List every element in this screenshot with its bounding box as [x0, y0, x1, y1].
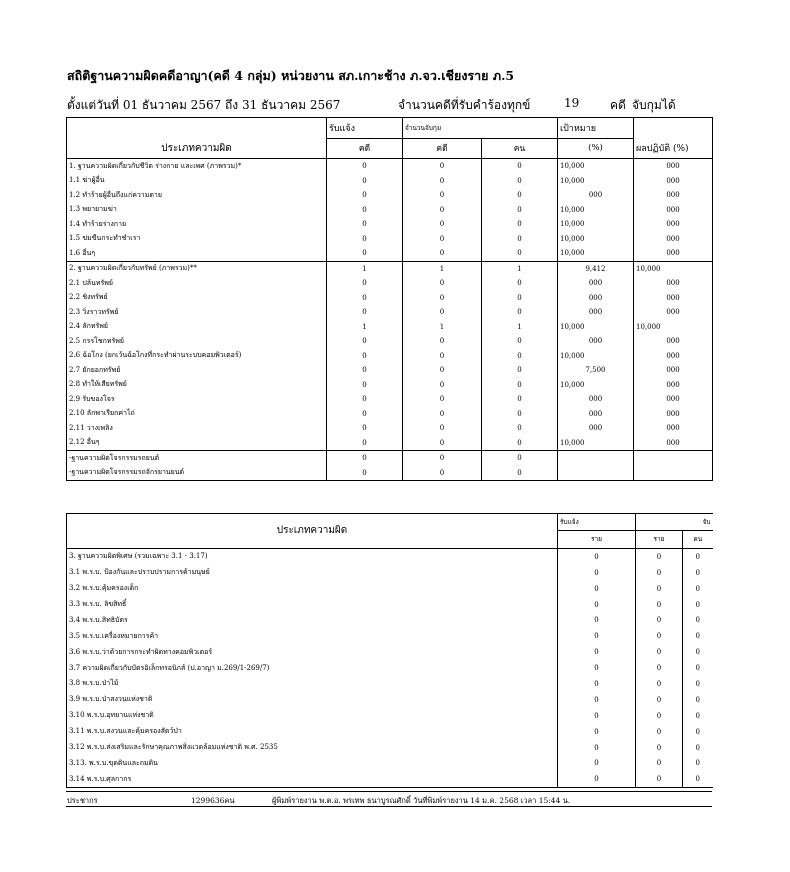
arrest-persons-count: 0: [482, 334, 558, 349]
received-count: 0: [327, 451, 403, 466]
received-count: 0: [327, 203, 403, 218]
offense-name: 1.5 ข่มขืนกระทำชำเรา: [67, 232, 327, 247]
special-received-count: 0: [558, 628, 636, 644]
arrest-cases-count: 0: [403, 421, 482, 436]
performance-percent: 000: [634, 246, 713, 261]
performance-percent: 000: [634, 334, 713, 349]
special-offense-name: 3.3 พ.ร.บ. ลิขสิทธิ์: [67, 597, 558, 613]
arrest-cases-count: 0: [403, 217, 482, 232]
offense-name: 2.6 ฉ้อโกง (ยกเว้นฉ้อโกงที่กระทำผ่านระบบคอมพิวเตอร์): [67, 349, 327, 364]
special-received-count: 0: [558, 740, 636, 756]
arrest-cases-count: 0: [403, 466, 482, 481]
performance-percent: 000: [634, 232, 713, 247]
arrest-persons-count: 0: [482, 436, 558, 451]
offense-name: 1.2 ทำร้ายผู้อื่นถึงแก่ความตาย: [67, 188, 327, 203]
received-count: 0: [327, 421, 403, 436]
table-row: [67, 349, 713, 364]
table-row: [67, 407, 713, 422]
special-arrest-persons-count: 0: [695, 584, 700, 593]
special-arrest-persons-count: 0: [683, 771, 713, 787]
offense-name: -ฐานความผิดโจรกรรมรถจักรยานยนต์: [67, 466, 327, 481]
arrest-cases-count: 0: [403, 392, 482, 407]
special-arrest-cases-count: 0: [636, 628, 683, 644]
performance-percent: [634, 466, 713, 481]
target-percent: 10,000: [558, 232, 634, 247]
special-arrest-cases-count: 0: [636, 740, 683, 756]
arrest-persons-count: 0: [482, 466, 558, 481]
arrest-persons-count: 1: [482, 320, 558, 335]
special-arrest-cases-count: 0: [636, 724, 683, 740]
special-offense-name: 3. ฐานความผิดพิเศษ (รวมเฉพาะ 3.1 - 3.17): [67, 548, 558, 564]
special-header-offense-type: ประเภทความผิด: [67, 514, 558, 549]
arrest-persons-count: 0: [482, 349, 558, 364]
report-period: ตั้งแต่วันที่ 01 ธันวาคม 2567 ถึง 31 ธันวาคม 2567: [67, 98, 341, 112]
table-row: [67, 565, 713, 581]
table-row: [67, 612, 713, 628]
target-percent: 000: [558, 334, 634, 349]
special-offense-name: 3.6 พ.ร.บ.ว่าด้วยการกระทำผิดทางคอมพิวเตอร์: [67, 644, 558, 660]
offense-name: -ฐานความผิดโจรกรรมรถยนต์: [67, 451, 327, 466]
received-count: 0: [327, 363, 403, 378]
arrest-cases-count: 0: [403, 334, 482, 349]
offense-name: 2.2 ชิงทรัพย์: [67, 291, 327, 306]
target-percent: 10,000: [558, 203, 634, 218]
table-row: [67, 203, 713, 218]
arrest-cases-count: 0: [403, 305, 482, 320]
performance-percent: 000: [634, 188, 713, 203]
special-received-count: 0: [558, 708, 636, 724]
received-count: 0: [327, 276, 403, 291]
special-received-count: 0: [558, 548, 636, 564]
table-row: [67, 660, 713, 676]
target-percent: 10,000: [558, 159, 634, 174]
target-percent: 000: [558, 276, 634, 291]
cases-received-count: 19: [564, 96, 580, 110]
performance-percent: 000: [634, 407, 713, 422]
special-offense-name: 3.13. พ.ร.บ.ขุดดินและถมดิน: [67, 755, 558, 771]
arrest-cases-count: 0: [403, 436, 482, 451]
arrest-persons-count: 0: [482, 305, 558, 320]
special-offense-name: 3.8 พ.ร.บ.ป่าไม้: [67, 676, 558, 692]
received-count: 0: [327, 392, 403, 407]
performance-percent: 000: [634, 436, 713, 451]
special-offense-name: 3.5 พ.ร.บ.เครื่องหมายการค้า: [67, 628, 558, 644]
table-row: [67, 740, 713, 756]
special-arrest-persons-count: 0: [695, 568, 700, 577]
table-row: [67, 159, 713, 174]
table-row: [67, 261, 713, 276]
arrest-cases-count: 0: [403, 363, 482, 378]
header-offense-type: ประเภทความผิด: [67, 118, 327, 159]
arrest-persons-count: 0: [482, 392, 558, 407]
received-count: 0: [327, 305, 403, 320]
table-row: [67, 676, 713, 692]
special-arrest-persons-count: 0: [695, 632, 700, 641]
special-received-count: 0: [558, 597, 636, 613]
special-arrest-persons-count: 0: [695, 679, 700, 688]
special-arrest-cases-count: 0: [636, 644, 683, 660]
special-header-arrested: จับ: [683, 514, 713, 531]
received-count: 0: [327, 466, 403, 481]
offense-name: 2.12 อื่นๆ: [67, 436, 327, 451]
arrest-persons-count: 0: [482, 421, 558, 436]
target-percent: 10,000: [558, 320, 634, 335]
offense-name: 2.11 วางเพลิง: [67, 421, 327, 436]
special-offense-name: 3.14 พ.ร.บ.ศุลกากร: [67, 771, 558, 787]
received-count: 0: [327, 188, 403, 203]
arrest-persons-count: 0: [482, 291, 558, 306]
special-arrest-cases-count: 0: [636, 565, 683, 581]
special-header-cases: ราย: [558, 530, 636, 548]
arrest-cases-count: 0: [403, 378, 482, 393]
performance-percent: 000: [634, 217, 713, 232]
offense-name: 2.4 ลักทรัพย์: [67, 320, 327, 335]
received-count: 0: [327, 159, 403, 174]
performance-percent: 000: [634, 421, 713, 436]
arrest-persons-count: 0: [482, 363, 558, 378]
special-received-count: 0: [558, 581, 636, 597]
special-arrest-persons-count: 0: [695, 664, 700, 673]
table-row: [67, 232, 713, 247]
arrest-persons-count: 1: [482, 261, 558, 276]
target-percent: 10,000: [558, 378, 634, 393]
arrest-cases-count: 1: [403, 320, 482, 335]
table-row: [67, 421, 713, 436]
target-percent: 9,412: [558, 261, 634, 276]
table-row: [67, 436, 713, 451]
received-count: 1: [327, 320, 403, 335]
arrest-cases-count: 0: [403, 159, 482, 174]
special-arrest-cases-count: 0: [636, 612, 683, 628]
received-count: 0: [327, 246, 403, 261]
arrest-persons-count: 0: [482, 378, 558, 393]
footer-divider: [66, 791, 712, 792]
header-target-percent: (%): [558, 138, 634, 159]
special-arrest-cases-count: 0: [636, 597, 683, 613]
special-arrest-persons-count: 0: [695, 695, 700, 704]
special-arrest-cases-count: 0: [636, 581, 683, 597]
table-row: [67, 378, 713, 393]
target-percent: 10,000: [558, 246, 634, 261]
arrest-cases-count: 0: [403, 246, 482, 261]
special-offense-name: 3.10 พ.ร.บ.อุทยานแห่งชาติ: [67, 708, 558, 724]
target-percent: 10,000: [558, 217, 634, 232]
special-received-count: 0: [558, 771, 636, 787]
special-received-count: 0: [558, 755, 636, 771]
special-offense-name: 3.11 พ.ร.บ.สงวนและคุ้มครองสัตว์ป่า: [67, 724, 558, 740]
special-arrest-cases-count: 0: [636, 755, 683, 771]
special-arrest-persons-count: 0: [695, 759, 700, 768]
table-row: [67, 628, 713, 644]
received-count: 0: [327, 174, 403, 189]
target-percent: 000: [558, 188, 634, 203]
table-row: [67, 276, 713, 291]
offense-name: 2.5 กรรโชกทรัพย์: [67, 334, 327, 349]
header-target: เป้าหมาย: [558, 118, 634, 139]
target-percent: 000: [558, 291, 634, 306]
cases-received-label: จำนวนคดีที่รับคำร้องทุกข์: [398, 98, 531, 112]
special-offense-table: [66, 513, 713, 788]
offense-name: 1.1 ฆ่าผู้อื่น: [67, 174, 327, 189]
special-header-row-top: [67, 514, 713, 531]
crime-stats-table: [66, 117, 713, 481]
arrested-label: จับกุมได้: [632, 98, 676, 112]
header-received-cases: คดี: [327, 138, 403, 159]
offense-name: 2. ฐานความผิดเกี่ยวกับทรัพย์ (ภาพรวม)**: [67, 261, 327, 276]
population-value: 1299636คน: [191, 796, 235, 805]
performance-percent: 000: [634, 349, 713, 364]
table-row: [67, 724, 713, 740]
table-row: [67, 548, 713, 564]
header-performance: ผลปฏิบัติ (%): [634, 118, 713, 159]
special-arrest-cases-count: 0: [636, 676, 683, 692]
arrest-cases-count: 0: [403, 203, 482, 218]
arrest-persons-count: 0: [482, 451, 558, 466]
table-row: [67, 246, 713, 261]
arrest-cases-count: 0: [403, 232, 482, 247]
performance-percent: 000: [634, 174, 713, 189]
table-row: [67, 755, 713, 771]
arrest-persons-count: 0: [482, 159, 558, 174]
arrest-cases-count: 0: [403, 291, 482, 306]
special-arrest-cases-count: 0: [636, 660, 683, 676]
arrest-persons-count: 0: [482, 407, 558, 422]
target-percent: 10,000: [558, 349, 634, 364]
offense-name: 1. ฐานความผิดเกี่ยวกับชีวิต ร่างกาย และเพศ (ภาพรวม)*: [67, 159, 327, 174]
special-arrest-persons-count: 0: [695, 600, 700, 609]
target-percent: 7,500: [558, 363, 634, 378]
special-arrest-cases-count: 0: [636, 692, 683, 708]
target-percent: 000: [558, 421, 634, 436]
arrest-persons-count: 0: [482, 217, 558, 232]
target-percent: 000: [558, 305, 634, 320]
table-row: [67, 451, 713, 466]
population-label: ประชากร: [67, 796, 98, 805]
special-arrest-persons-count: 0: [695, 743, 700, 752]
arrest-persons-count: 0: [482, 174, 558, 189]
table-row: [67, 771, 713, 787]
arrest-cases-count: 0: [403, 451, 482, 466]
target-percent: [558, 451, 634, 466]
performance-percent: [634, 451, 713, 466]
special-offense-name: 3.2 พ.ร.บ.คุ้มครองเด็ก: [67, 581, 558, 597]
special-received-count: 0: [558, 612, 636, 628]
special-arrest-cases-count: 0: [636, 548, 683, 564]
performance-percent: 10,000: [634, 320, 713, 335]
special-offense-name: 3.12 พ.ร.บ.ส่งเสริมและรักษาคุณภาพสิ่งแวดล้อมแห่งชาติ พ.ศ. 2535: [67, 740, 558, 756]
table-row: [67, 392, 713, 407]
special-header-received: รับแจ้ง: [558, 514, 636, 531]
table-row: [67, 363, 713, 378]
table-row: [67, 217, 713, 232]
table-row: [67, 188, 713, 203]
arrest-cases-count: 0: [403, 188, 482, 203]
special-arrest-cases-count: 0: [636, 708, 683, 724]
table-row: [67, 466, 713, 481]
offense-name: 2.3 วิ่งราวทรัพย์: [67, 305, 327, 320]
performance-percent: 000: [634, 203, 713, 218]
received-count: 0: [327, 291, 403, 306]
offense-name: 2.7 ยักยอกทรัพย์: [67, 363, 327, 378]
received-count: 0: [327, 232, 403, 247]
target-percent: 10,000: [558, 174, 634, 189]
special-offense-name: 3.4 พ.ร.บ.สิทธิบัตร: [67, 612, 558, 628]
special-arrest-persons-count: 0: [695, 616, 700, 625]
special-arrest-persons-count: 0: [695, 552, 700, 561]
special-received-count: 0: [558, 676, 636, 692]
arrest-persons-count: 0: [482, 276, 558, 291]
table-row: [67, 334, 713, 349]
arrest-cases-count: 0: [403, 276, 482, 291]
arrest-persons-count: 0: [482, 232, 558, 247]
offense-name: 2.1 ปล้นทรัพย์: [67, 276, 327, 291]
target-percent: 000: [558, 392, 634, 407]
received-count: 1: [327, 261, 403, 276]
received-count: 0: [327, 378, 403, 393]
special-received-count: 0: [558, 724, 636, 740]
table-row: [67, 291, 713, 306]
offense-name: 1.6 อื่นๆ: [67, 246, 327, 261]
table-row: [67, 305, 713, 320]
arrest-cases-count: 1: [403, 261, 482, 276]
target-percent: [558, 466, 634, 481]
arrest-cases-count: 0: [403, 174, 482, 189]
target-percent: 000: [558, 407, 634, 422]
arrest-persons-count: 0: [482, 246, 558, 261]
arrest-cases-count: 0: [403, 407, 482, 422]
header-arrest-persons: คน: [482, 138, 558, 159]
report-title: สถิติฐานความผิดคดีอาญา(คดี 4 กลุ่ม) หน่วยงาน สภ.เกาะช้าง ภ.จว.เชียงราย ภ.5: [67, 68, 515, 83]
table-header-row-top: [67, 118, 713, 139]
special-offense-name: 3.9 พ.ร.บ.ป่าสงวนแห่งชาติ: [67, 692, 558, 708]
table-row: [67, 597, 713, 613]
performance-percent: 10,000: [634, 261, 713, 276]
special-arrest-persons-count: 0: [695, 711, 700, 720]
special-header-arrest-cases: ราย: [636, 530, 683, 548]
offense-name: 2.8 ทำให้เสียทรัพย์: [67, 378, 327, 393]
special-arrest-persons-count: 0: [695, 727, 700, 736]
header-arrest-cases: คดี: [403, 138, 482, 159]
special-arrest-persons-count: 0: [695, 648, 700, 657]
performance-percent: 000: [634, 378, 713, 393]
special-offense-name: 3.1 พ.ร.บ. ป้องกันและปราบปรามการค้ามนุษย์: [67, 565, 558, 581]
arrest-persons-count: 0: [482, 203, 558, 218]
special-received-count: 0: [558, 692, 636, 708]
cases-unit: คดี: [610, 98, 626, 112]
received-count: 0: [327, 217, 403, 232]
performance-percent: 000: [634, 159, 713, 174]
target-percent: 10,000: [558, 436, 634, 451]
table-row: [67, 708, 713, 724]
table-row: [67, 581, 713, 597]
offense-name: 1.3 พยายามฆ่า: [67, 203, 327, 218]
header-received: รับแจ้ง: [327, 118, 403, 139]
special-offense-name: 3.7 ความผิดเกี่ยวกับบัตรอิเล็กทรอนิกส์ (ป.อาญา ม.269/1-269/7): [67, 660, 558, 676]
performance-percent: 000: [634, 392, 713, 407]
printed-by: ผู้พิมพ์รายงาน พ.ต.อ. พรเทพ ธนาบูรณศักดิ์ วันที่พิมพ์รายงาน 14 ม.ค. 2568 เวลา 15:44 น.: [272, 796, 571, 805]
footer-divider-2: [66, 806, 712, 807]
table-row: [67, 644, 713, 660]
table-row: [67, 174, 713, 189]
special-header-persons: คน: [683, 530, 713, 548]
offense-name: 2.10 ลักพาเรียกค่าไถ่: [67, 407, 327, 422]
special-arrest-cases-count: 0: [636, 771, 683, 787]
performance-percent: 000: [634, 276, 713, 291]
received-count: 0: [327, 349, 403, 364]
received-count: 0: [327, 436, 403, 451]
special-received-count: 0: [558, 644, 636, 660]
performance-percent: 000: [634, 305, 713, 320]
table-row: [67, 692, 713, 708]
table-row: [67, 320, 713, 335]
arrest-persons-count: 0: [482, 188, 558, 203]
performance-percent: 000: [634, 363, 713, 378]
special-received-count: 0: [558, 660, 636, 676]
offense-name: 1.4 ทำร้ายร่างกาย: [67, 217, 327, 232]
received-count: 0: [327, 334, 403, 349]
special-received-count: 0: [558, 565, 636, 581]
performance-percent: 000: [634, 291, 713, 306]
arrest-cases-count: 0: [403, 349, 482, 364]
header-arrested: จำนวนจับกุม: [403, 118, 558, 139]
received-count: 0: [327, 407, 403, 422]
offense-name: 2.9 รับของโจร: [67, 392, 327, 407]
